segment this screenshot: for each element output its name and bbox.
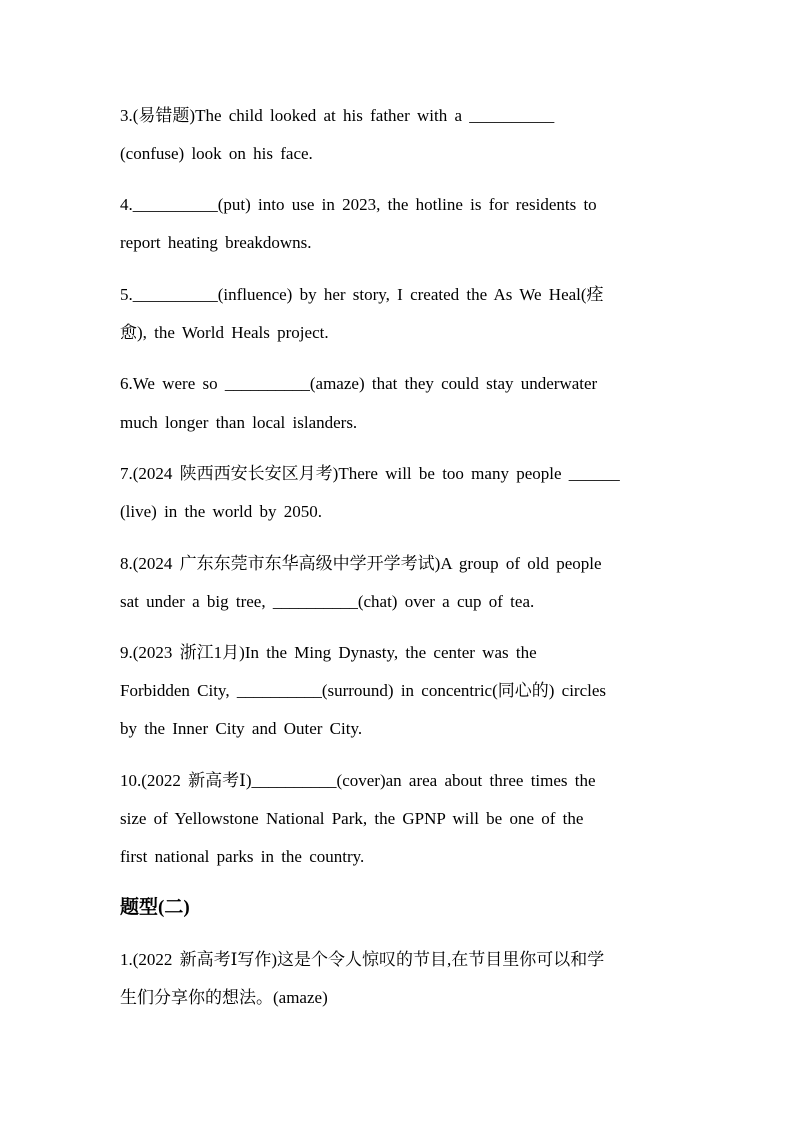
question-9-line-1: 9.(2023 浙江1月)In the Ming Dynasty, the center was the xyxy=(120,643,537,662)
question-7-line-2: (live) in the world by 2050. xyxy=(120,502,322,521)
question-6-line-1: 6.We were so __________(amaze) that they could stay underwater xyxy=(120,374,598,393)
question-9-line-2: Forbidden City, __________(surround) in concentric(同心的) circles xyxy=(120,681,607,700)
question-8-line-1: 8.(2024 广东东莞市东华高级中学开学考试)A group of old people xyxy=(120,554,602,573)
question-5-line-1: 5.__________(influence) by her story, I created the As We Heal(痊 xyxy=(120,285,604,304)
question-3-line-2: (confuse) look on his face. xyxy=(120,144,313,163)
question-6-line-2: much longer than local islanders. xyxy=(120,413,358,432)
question-5-line-2: 愈), the World Heals project. xyxy=(120,323,329,342)
question-10-line-2: size of Yellowstone National Park, the GPNP will be one of the xyxy=(120,809,584,828)
question-4-line-2: report heating breakdowns. xyxy=(120,233,312,252)
question-8-line-2: sat under a big tree, __________(chat) over a cup of tea. xyxy=(120,592,535,611)
question-4-line-1: 4.__________(put) into use in 2023, the hotline is for residents to xyxy=(120,195,597,214)
question-10-line-1: 10.(2022 新高考Ⅰ)__________(cover)an area about three times the xyxy=(120,771,596,790)
question-9-line-3: by the Inner City and Outer City. xyxy=(120,719,363,738)
section-heading: 题型(二) xyxy=(120,897,190,918)
question-3-line-1: 3.(易错题)The child looked at his father with a __________ xyxy=(120,106,555,125)
question-7-line-1: 7.(2024 陕西西安长安区月考)There will be too many people ______ xyxy=(120,464,620,483)
translation-1-line-2: 生们分享你的想法。(amaze) xyxy=(120,988,328,1007)
question-10-line-3: first national parks in the country. xyxy=(120,847,365,866)
translation-1-line-1: 1.(2022 新高考Ⅰ写作)这是个令人惊叹的节目,在节目里你可以和学 xyxy=(120,950,605,969)
